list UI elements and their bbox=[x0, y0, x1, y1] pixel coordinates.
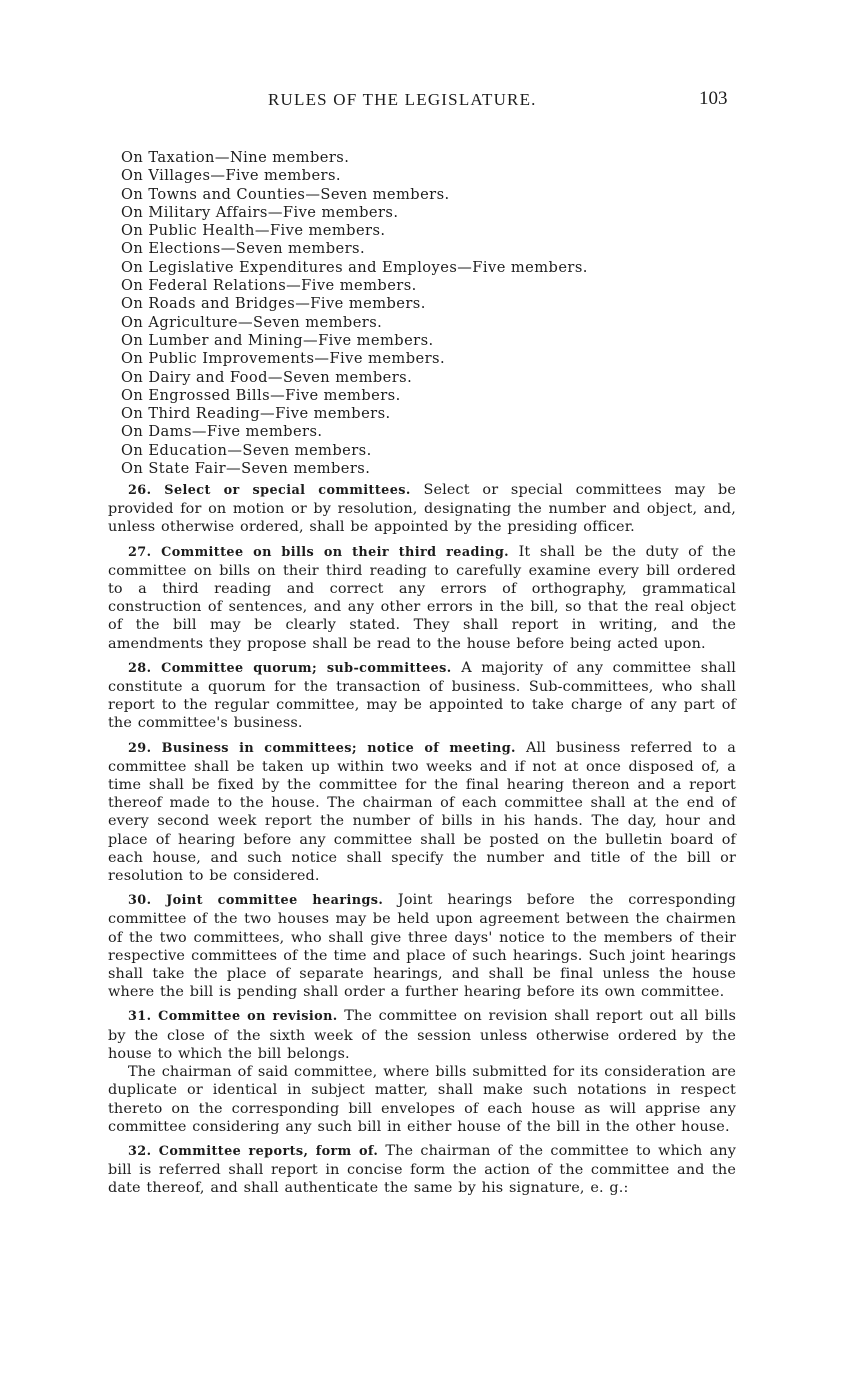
committee-item: On Agriculture—Seven members. bbox=[121, 313, 383, 331]
section-title: 26. Select or special committees. bbox=[128, 483, 411, 498]
committee-item: On Lumber and Mining—Five members. bbox=[121, 331, 434, 349]
section-title: 30. Joint committee hearings. bbox=[128, 893, 384, 909]
section-text: It shall be the duty of the committee on bills on their third reading to carefully examine every bill ordered to a third reading and correct any errors of orthography, grammatical construction of sentences, and any other errors in the bill, so that the real object of the bill may be clearly stated. They shall report in writing, and the amendments they propose shall be read to the house before being acted upon. bbox=[108, 543, 736, 652]
rule-28 bbox=[108, 659, 736, 733]
committee-item: On Public Health—Five members. bbox=[121, 222, 386, 240]
rule-sections bbox=[108, 481, 736, 1204]
section-text: Select or special committees may be provided for on motion or by resolution, designating the number and object, and, unless otherwise ordered, shall be appointed by the presiding officer. bbox=[108, 482, 736, 536]
committee-item: On Dairy and Food—Seven members. bbox=[121, 368, 413, 386]
committee-item: On State Fair—Seven members. bbox=[121, 460, 371, 478]
committee-item: On Federal Relations—Five members. bbox=[121, 277, 417, 295]
committee-item: On Taxation—Nine members. bbox=[121, 149, 350, 166]
section-text: The chairman of said committee, where bills submitted for its consideration are duplicate or identical in subject matter, shall make such notations in respect thereto on the corresponding bill envelopes of each house as will apprise any committee considering any such bill in either house of the bill in the other house. bbox=[108, 1064, 736, 1135]
section-text: The chairman of the committee to which any bill is referred shall report in concise form the action of the committee and the date thereof, and shall authenticate the same by his signature, e. g.: bbox=[108, 1142, 736, 1197]
committee-item: On Public Improvements—Five members. bbox=[121, 350, 446, 368]
committee-item: On Villages—Five members. bbox=[121, 167, 342, 185]
committee-item: On Engrossed Bills—Five members. bbox=[121, 386, 401, 404]
committee-item: On Roads and Bridges—Five members. bbox=[121, 295, 426, 313]
rule-31 bbox=[108, 1007, 736, 1063]
section-title: 32. Committee reports, form of. bbox=[128, 1143, 379, 1159]
committee-item: On Legislative Expenditures and Employes—Five members. bbox=[121, 258, 588, 276]
section-title: 29. Business in committees; notice of meeting. bbox=[128, 740, 516, 756]
rule-29 bbox=[108, 739, 736, 886]
committee-item: On Towns and Counties—Seven members. bbox=[121, 185, 450, 203]
rule-26 bbox=[108, 481, 736, 537]
section-text: The committee on revision shall report out all bills by the close of the sixth week of the session unless otherwise ordered by the house to which the bill belongs. bbox=[108, 1008, 736, 1062]
rule-30 bbox=[108, 891, 736, 1001]
running-title: RULES OF THE LEGISLATURE. bbox=[268, 90, 537, 109]
rule-32 bbox=[108, 1142, 736, 1198]
committee-item: On Dams—Five members. bbox=[121, 423, 323, 441]
section-text: Joint hearings before the corresponding committee of the two houses may be held upon agreement between the chairmen of the two committees, who shall give three days' notice to the members of their respective committees of the time and place of such hearings. Such joint hearings shall take the place of separate hearings, and shall be final unless the house where the bill is pending shall order a further hearing before its own committee. bbox=[108, 892, 736, 1001]
committee-item: On Third Reading—Five members. bbox=[121, 405, 391, 423]
section-text: A majority of any committee shall constitute a quorum for the transaction of business. Sub-committees, who shall report to the regular committee, may be appointed to take charge of any part of the committee's business. bbox=[108, 659, 736, 732]
committee-item: On Military Affairs—Five members. bbox=[121, 203, 399, 221]
rule-27 bbox=[108, 543, 736, 653]
committee-item: On Education—Seven members. bbox=[121, 441, 372, 459]
page-number: 103 bbox=[699, 88, 728, 109]
page-header bbox=[0, 90, 859, 116]
section-title: 27. Committee on bills on their third reading. bbox=[128, 544, 510, 560]
section-text: All business referred to a committee shall be taken up within two weeks and if not at once disposed of, a time shall be fixed by the committee for the final hearing thereon and a report thereof made to the house. The chairman of each committee shall at the end of every second week report the number of bills in his hands. The day, hour and place of hearing before any committee shall be posted on the bulletin board of each house, and such notice shall specify the number and title of the bill or resolution to be considered. bbox=[108, 739, 736, 885]
section-title: 31. Committee on revision. bbox=[128, 1009, 338, 1025]
committee-item: On Elections—Seven members. bbox=[121, 240, 366, 258]
committee-list bbox=[121, 149, 588, 478]
section-title: 28. Committee quorum; sub-committees. bbox=[128, 660, 452, 676]
rule-31-continuation bbox=[108, 1063, 736, 1136]
